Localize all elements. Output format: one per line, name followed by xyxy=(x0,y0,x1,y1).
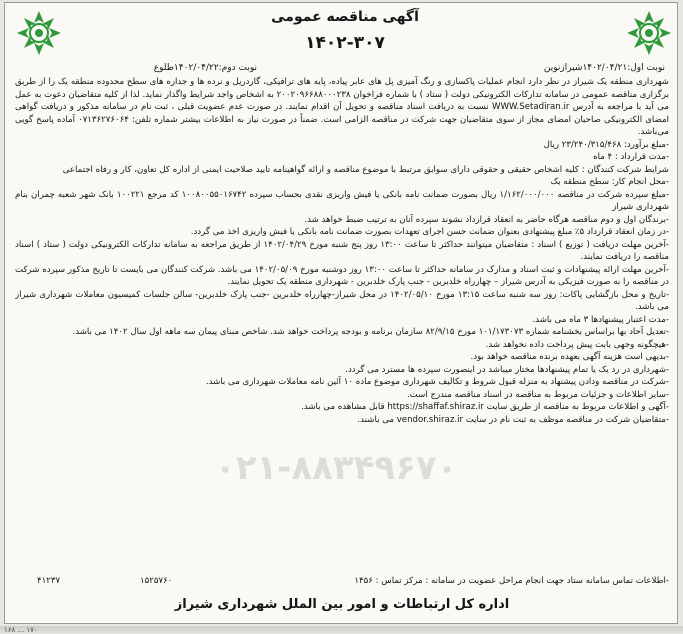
document-deadline: -آخرین مهلت دریافت ( توزیع ) اسناد : متقاضیان میتوانند حداکثر تا ساعت ۱۳:۰۰ روز پنج شنبه مورخ ۱۴۰۲/۰۴/۲۹ از طریق مراجعه به سامانه تدارکات الکترونیکی دولت ( ستاد ) اسناد مناقصه را دریافت نمایند. xyxy=(15,239,669,262)
contact-row xyxy=(15,576,669,590)
price-adjustment: -تعدیل آحاد بها براساس بخشنامه شماره ۱۰۱/۱۷۳۰۷۳ مورخ ۸۲/۹/۱۵ سازمان برنامه و بودجه پرداخت خواهد شد. شاخص مبنای پیمان سه ماهه اول سال ۱۴۰۲ می باشد. xyxy=(72,327,669,337)
deposit-amount: -مبلغ سپرده شرکت در مناقصه ۱/۱۶۲/۰۰۰/۰۰۰ ریال بصورت ضمانت نامه بانکی یا فیش واریزی نقدی بحساب سپرده ۱۰۰۸۰۰۵۵۰۱۶۷۴۲ کد مرجع ۱۰۰۲۲۱ بانک شهر شعبه چمران بنام شهرداری شیراز xyxy=(15,189,669,212)
proposal-deadline: -آخرین مهلت ارائه پیشنهادات و ثبت اسناد و مدارک در سامانه حداکثر تا ساعت ۱۳:۰۰ روز دوشنبه مورخ ۱۴۰۲/۰۵/۰۹ می باشد. شرکت کنندگان می بایست تا تاریخ مذکور سپرده شرکت در مناقصه را به صورت فیزیکی به آدرس شیراز – چهارراه خلدبرین - جنب پارک خلدبرین - شهرداری منطقه یک تحویل نمایند. xyxy=(15,264,669,287)
publisher-title: اداره کل ارتباطات و امور بین الملل شهرداری شیراز xyxy=(174,597,510,612)
first-notice-date: نوبت اول:۱۴۰۲/۰۴/۲۱شیرازنوین xyxy=(543,63,665,73)
notice-body xyxy=(15,76,669,574)
bottom-marks: ۱۶۸ ... ۱۷۰ xyxy=(4,626,38,634)
shaffaf-site-info: -آگهی و اطلاعات مربوط به مناقصه از طریق سایت https://shaffaf.shiraz.ir قابل مشاهده می باشد. xyxy=(301,402,669,412)
participant-conditions: شرایط شرکت کنندگان : کلیه اشخاص حقیقی و حقوقی دارای سوابق مرتبط با موضوع مناقصه و ارائه گواهینامه تایید صلاحیت ایمنی از اداره کل تعاون، کار و رفاه اجتماعی xyxy=(62,164,669,175)
shiraz-municipality-logo-right xyxy=(621,5,677,61)
no-prepayment: -هیچگونه وجهی بابت پیش پرداخت داده نخواهد شد. xyxy=(485,339,669,350)
contract-duration: -مدت قرارداد : ۴ ماه xyxy=(593,152,669,162)
second-notice-date: نوبت دوم:۱۴۰۲/۰۴/۲۲طلوع xyxy=(153,63,257,73)
ad-cost: -بدیهی است هزینه آگهی بعهده برنده مناقصه خواهد بود. xyxy=(470,352,669,362)
rejection-right: -شهرداری در رد یک یا تمام پیشنهادها مختار میباشد در اینصورت سپرده ها مسترد می گردد. xyxy=(345,364,669,375)
phone-watermark: ۰۲۱-۸۸۳۴۹۶۷۰ xyxy=(215,448,458,488)
contact-phone-2: ۴۱۲۳۷ xyxy=(37,576,61,586)
notice-paper xyxy=(4,2,678,624)
shiraz-municipality-logo-left xyxy=(11,5,67,61)
proposal-validity: -مدت اعتبار پیشنهادها ۳ ماه می باشد. xyxy=(532,314,669,325)
contact-phone-1: ۱۵۲۵۷۶۰ xyxy=(140,576,173,586)
other-info: -سایر اطلاعات و جزئیات مربوط به مناقصه در اسناد مناقصه مندرج است. xyxy=(406,389,669,400)
vendor-registration: -متقاضیان شرکت در مناقصه موظف به ثبت نام در سایت vendor.shiraz.ir می باشند. xyxy=(357,414,669,425)
work-location: -محل انجام کار: سطح منطقه یک xyxy=(550,177,669,187)
tender-number: ۱۴۰۲-۳۰۷ xyxy=(305,33,385,53)
winner-deposit-forfeit: -برندگان اول و دوم مناقصه هرگاه حاضر به انعقاد قرارداد نشوند سپرده آنان به ترتیب ضبط خواهد شد. xyxy=(304,214,669,225)
intro-paragraph: شهرداری منطقه یک شیراز در نظر دارد انجام عملیات پاکسازی و رنگ آمیزی پل های عابر پیاده، پایه های ترافیکی، گاردریل و نرده ها و جداره های سطح محدوده منطقه یک را از طریق برگزاری مناقصه عمومی در سامانه تدارکات الکترونیکی دولت ( ستاد ) با شماره فراخوان ۲۰۰۲۰۹۶۶۸۸۰۰۰۲۳۸ به اشخاص واجد شرایط واگذار نماید. لذا از کلیه متقاضیان دعوت به عمل می آید با مراجعه به آدرس WWW.Setadiran.ir نسبت به دریافت اسناد مناقصه و تحویل آن اقدام نمایند. در صورت عدم عضویت قبلی ، ثبت نام در سامانه مذکور و دریافت گواهی امضای الکترونیکی صاحبان امضای مجاز از سوی متقاضیان جهت شرکت در مناقصه الزامی است. ضمناً در صورت نیاز به اطلاعات بیشتر شماره تلفن: ۰۷۱۳۶۲۷۶۰۶۴ آماده پاسخ گویی می‌باشد. xyxy=(15,77,669,137)
contact-label: -اطلاعات تماس سامانه ستاد جهت انجام مراحل عضویت در سامانه : مرکز تماس : ۱۴۵۶ xyxy=(354,576,669,586)
performance-guarantee: -در زمان انعقاد قرارداد ۵٪ مبلغ پیشنهادی بعنوان ضمانت حسن اجرای تعهدات بصورت ضمانت نامه بانکی یا فیش واریزی اخذ می گردد. xyxy=(190,227,669,237)
scan-edge xyxy=(0,626,683,633)
notice-title: آگهی مناقصه عمومی xyxy=(271,9,419,25)
opening-date-location: -تاریخ و محل بازگشایی پاکات: روز سه شنبه ساعت ۱۳:۱۵ مورخ ۱۴۰۲/۰۵/۱۰ در محل شیراز-چهارراه خلدبرین -جنب پارک خلدبرین- سالن جلسات کمیسیون معاملات شهرداری شیراز می باشد. xyxy=(15,289,669,312)
acceptance-terms: -شرکت در مناقصه ودادن پیشنهاد به منزله قبول شروط و تکالیف شهرداری موضوع ماده ۱۰ آئین نامه معاملات شهرداری می باشد. xyxy=(205,377,669,387)
estimate-amount: -مبلغ برآورد: ۲۳/۲۴۰/۳۱۵/۴۶۸ ریال xyxy=(543,139,669,150)
